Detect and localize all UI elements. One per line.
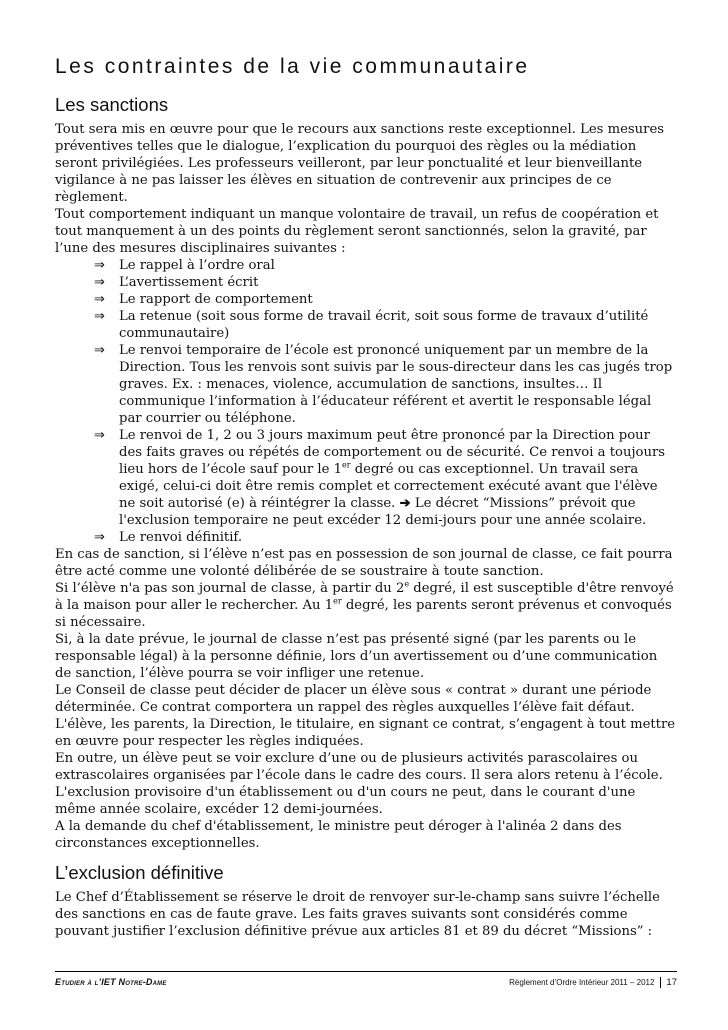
arrow-right-icon: ⇒ — [94, 258, 105, 273]
list-item: ⇒ L’avertissement écrit — [94, 275, 259, 290]
section-heading-exclusion: L’exclusion définitive — [55, 862, 224, 883]
paragraph-intro-1: Tout sera mis en œuvre pour que le recours aux sanctions reste exceptionnel. Les mesures préventives telles que le dialogue, l’explication du pourquoi des règles ou la médiation seront privilégiées. Les professeurs veilleront, par leur ponctualité et leur bienveillante vigilance à ne pas laisser les élèves en situation de contrevenir aux principes de ce règlement. — [55, 122, 665, 205]
footer-right — [509, 977, 677, 988]
list-item: ⇒ Le renvoi de 1, 2 ou 3 jours maximum peut être prononcé par la Direction pour des faits graves ou répétés de comportement ou de sécurité. Ce renvoi a toujours lieu hors de l’école sauf pour le 1er degré ou cas exceptionnel. Un travail sera exigé, celui-ci doit être remis complet et correctement exécuté avant que l'élève ne soit autorisé (e) à réintégrer la classe. ➔ Le décret “Missions” prévoit que l'exclusion temporaire ne peut excéder 12 demi-jours pour une année scolaire. — [94, 428, 666, 528]
paragraph-contrat: Le Conseil de classe peut décider de placer un élève sous « contrat » durant une période déterminée. Ce contrat comportera un rappel des règles auxquelles l’élève fait défaut. — [55, 683, 652, 715]
page-content — [55, 52, 677, 940]
page-footer — [55, 971, 677, 995]
paragraph-retenue: Si, à la date prévue, le journal de classe n’est pas présenté signé (par les parents ou le responsable légal) à la personne définie, lors d’un avertissement ou d’une communication de sanction, l’élève pourra se voir infliger une retenue. — [55, 632, 658, 681]
section-heading-sanctions: Les sanctions — [55, 94, 169, 115]
page-title: Les contraintes de la vie communautaire — [55, 55, 530, 78]
footer-school-name: Etudier à l’IET Notre-Dame — [55, 977, 167, 987]
arrow-right-icon: ⇒ — [94, 343, 105, 358]
page-number: 17 — [666, 977, 677, 988]
list-item: ⇒ Le rapport de comportement — [94, 292, 313, 307]
paragraph-exclusion-definitive: Le Chef d’Établissement se réserve le droit de renvoyer sur-le-champ sans suivre l’échelle des sanctions en cas de faute grave. Les faits graves suivants sont considérés comme pouvant justifier l’exclusion définitive prévue aux articles 81 et 89 du décret “Missions” : — [55, 890, 660, 939]
arrow-bold-icon: ➔ — [399, 496, 411, 511]
paragraph-exclusion-provisoire: L'exclusion provisoire d'un établissement ou d'un cours ne peut, dans le courant d'une même année scolaire, excéder 12 demi-journées. — [55, 785, 636, 817]
arrow-right-icon: ⇒ — [94, 292, 105, 307]
paragraph-activites: En outre, un élève peut se voir exclure d’une ou de plusieurs activités parascolaires ou extrascolaires organisées par l’école dans le cadre des cours. Il sera alors retenu à l’école. — [55, 751, 663, 783]
list-item: ⇒ Le rappel à l’ordre oral — [94, 258, 275, 273]
arrow-right-icon: ⇒ — [94, 275, 105, 290]
list-item: ⇒ La retenue (soit sous forme de travail écrit, soit sous forme de travaux d’utilité communautaire) — [94, 309, 649, 341]
arrow-right-icon: ⇒ — [94, 309, 105, 324]
paragraph-journal-1: En cas de sanction, si l’élève n’est pas en possession de son journal de classe, ce fait pourra être acté comme une volonté délibérée de se soustraire à toute sanction. — [55, 547, 673, 579]
sanctions-list — [55, 257, 677, 546]
arrow-right-icon: ⇒ — [94, 530, 105, 545]
footer-divider — [660, 977, 661, 988]
paragraph-journal-2: Si l’élève n'a pas son journal de classe, à partir du 2e degré, il est susceptible d'être renvoyé à la maison pour aller le rechercher. Au 1er degré, les parents seront prévenus et convoqués si nécessaire. — [55, 579, 674, 630]
paragraph-engagement: L'élève, les parents, la Direction, le titulaire, en signant ce contrat, s’engagent à tout mettre en œuvre pour respecter les règles indiquées. — [55, 717, 676, 749]
footer-document-title: Règlement d’Ordre Intérieur 2011 – 2012 — [509, 978, 655, 987]
paragraph-derogation: A la demande du chef d'établissement, le ministre peut déroger à l'alinéa 2 dans des circonstances exceptionnelles. — [55, 819, 622, 851]
list-item: ⇒ Le renvoi temporaire de l’école est prononcé uniquement par un membre de la Direction. Tous les renvois sont suivis par le sous-directeur dans les cas jugés trop graves. Ex. : menaces, violence, accumulation de sanctions, insultes… Il communique l’information à l’éducateur référent et avertit le responsable légal par courrier ou téléphone. — [94, 343, 673, 426]
arrow-right-icon: ⇒ — [94, 428, 105, 443]
paragraph-intro-2: Tout comportement indiquant un manque volontaire de travail, un refus de coopération et tout manquement à un des points du règlement seront sanctionnés, selon la gravité, par l’une des mesures disciplinaires suivantes : — [55, 207, 659, 256]
list-item: ⇒ Le renvoi définitif. — [94, 530, 243, 545]
